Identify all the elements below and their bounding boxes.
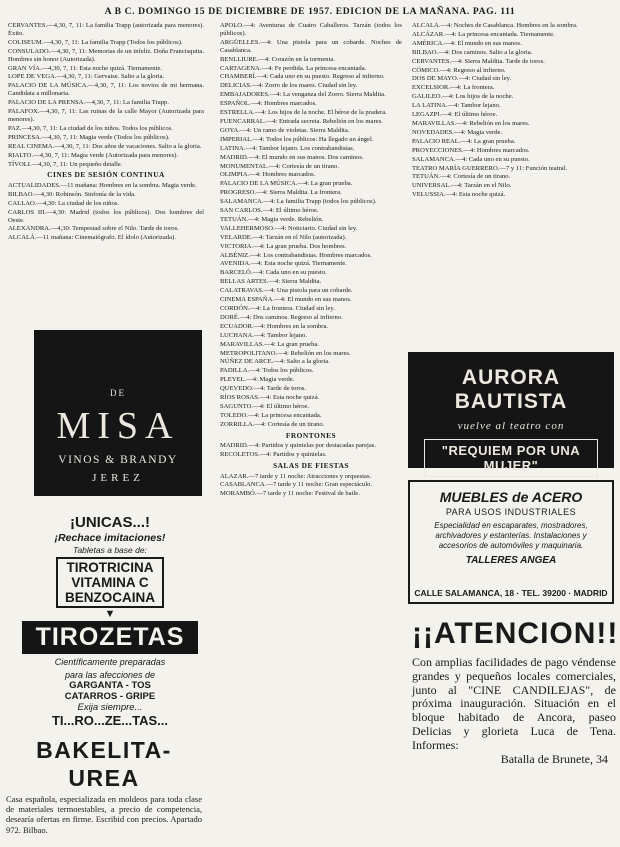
listing-entry: PALAFOX.—4,30, 7, 11: Las ruinas de la calle Mayor (Autorizada para menores). xyxy=(8,108,204,123)
listing-entry: DOS DE MAYO.—4: Ciudad sin ley. xyxy=(412,75,512,83)
muebles-name: MUEBLES de ACERO xyxy=(439,489,583,505)
listing-entry: MONUMENTAL.—4: Cortesía de un tirano. xyxy=(220,162,339,170)
tirozetas-unicas: ¡UNICAS...! xyxy=(70,514,150,531)
listing-entry: ESTRELLA.—4: Los hijos de la noche. El héroe de la pradera. xyxy=(220,109,387,117)
listing-entry: FUENCARRAL.—4: Entrada secreta. Rebelión en los mares. xyxy=(220,117,383,125)
listing-entry: OLIMPIA.—4: Hombres marcados. xyxy=(220,171,316,179)
tirozetas-desc-1: Científicamente preparadas xyxy=(54,657,166,667)
tirozetas-desc-2: para las afecciones de xyxy=(64,670,156,680)
aurora-play-title: "REQUIEM POR UNA MUJER" xyxy=(424,439,598,477)
listing-entry: ALCALÁ.—11 mañana: Cinematógrafo. El ídolo (Autorizada). xyxy=(8,234,176,242)
listing-entry: TEATRO MARÍA GUERRERO.—7 y 11: Función teatral. xyxy=(412,164,568,172)
listing-entry: MADRID.—4: El mundo en sus manos. Dos caminos. xyxy=(220,153,364,161)
listing-entry: PROGRESO.—4: Sierra Maldita. La frontera. xyxy=(220,189,342,197)
listing-entry: VALLEHERMOSO.—4: Noticiario. Ciudad sin ley. xyxy=(220,224,358,232)
listing-entry: TETUÁN.—4: Magia verde. Rebelión. xyxy=(220,215,324,223)
listing-entry: TETUÁN.—4: Cortesía de un tirano. xyxy=(412,173,511,181)
listing-entry: ALCALÁ.—4: Noches de Casablanca. Hombres en la sombra. xyxy=(412,22,578,29)
listing-entry: PALACIO DE LA MÚSICA.—4: La gran prueba. xyxy=(220,180,353,188)
listing-entry: GALILEO.—4: Los hijos de la noche. xyxy=(412,93,514,101)
misa-subtitle: VINOS & BRANDY xyxy=(58,454,178,466)
listing-entry: VICTORIA.—4: La gran prueba. Dos hombres. xyxy=(220,242,347,250)
ingredient-2: VITAMINA C xyxy=(71,575,149,590)
listings-column-2 xyxy=(220,22,402,842)
listing-entry: GRAN VÍA.—4,30, 7, 11: Esta noche quizá. Tiernamente. xyxy=(8,64,163,72)
listing-entry: CONSULADO.—4,30, 7, 11: Memorias de un infeliz. Doña Francisquita. Hombres sin honor (Autorizada). xyxy=(8,47,204,63)
muebles-address: CALLE SALAMANCA, 18 · TEL. 39200 · MADRID xyxy=(414,588,608,598)
listing-entry: CHAMBERÍ.—4: Cada uno en su puesto. Regreso al infierno. xyxy=(220,73,385,81)
listing-entry: DORÉ.—4: Dos caminos. Regreso al infierno. xyxy=(220,313,343,321)
listing-entry: ACTUALIDADES.—11 mañana: Hombres en la sombra. Magia verde. xyxy=(8,181,197,189)
listing-entry: BILBAO.—4: Dos caminos. Salto a la gloria. xyxy=(412,48,533,56)
listing-entry: LOPE DE VEGA.—4,30, 7, 11: Gervaise. Salto a la gloria. xyxy=(8,73,165,81)
listings-column-1 xyxy=(8,22,204,322)
atencion-address: Batalla de Brunete, 34 xyxy=(500,751,608,766)
listing-entry: QUEVEDO.—4: Tarde de toros. xyxy=(220,385,307,393)
listing-entry: AVENIDA.—4: Esta noche quizá. Tiernamente. xyxy=(220,260,347,268)
listing-entry: CALATRAVAS.—4: Una pistola para un cobarde. xyxy=(220,287,353,295)
section-heading: CINES DE SESIÓN CONTINUA xyxy=(47,170,165,180)
muebles-description: Especialidad en escaparates, mostradores, archivadores y estanterías. Instalaciones y accesorios de automóviles y maquinaria. xyxy=(434,521,588,550)
atencion-body: Con amplias facilidades de pago véndense grandes y pequeños locales comerciales, junto al "CINE CANDILEJAS", de próxima inauguración. Situación en el bloque habitado de Ancora, paseo Delicias y glorieta Luca de Tena. Informes: xyxy=(412,655,616,752)
listing-entry: RÍOS ROSAS.—4: Esta noche quizá. xyxy=(220,394,320,402)
listing-entry: AMÉRICA.—4: El mundo en sus manos. xyxy=(412,39,522,47)
misa-brand: MISA xyxy=(56,405,180,447)
page-header: A B C. DOMINGO 15 DE DICIEMBRE DE 1957. EDICION DE LA MAÑANA. PAG. 111 xyxy=(104,6,516,17)
listing-entry: LA LATINA.—4: Tambor lejano. xyxy=(412,102,501,110)
listing-entry: BARCELÓ.—4: Cada uno en su puesto. xyxy=(220,269,327,277)
listing-entry: APOLO.—4: Aventuras de Cuatro Caballeros. Tarzán (todos los públicos). xyxy=(220,22,402,37)
bakelita-ad xyxy=(6,736,202,844)
listing-entry: PALACIO DE LA PRENSA.—4,30, 7, 11: La familia Trapp. xyxy=(8,99,169,107)
listing-entry: PLEYEL.—4: Magia verde. xyxy=(220,376,295,384)
listing-entry: ALBÉNIZ.—4: Los contrabandistas. Hombres marcados. xyxy=(220,251,372,259)
misa-city: JEREZ xyxy=(92,472,144,484)
misa-de: DE xyxy=(110,388,126,398)
listing-entry: PALACIO REAL.—4: La gran prueba. xyxy=(412,137,516,145)
listing-entry: COLISEUM.—4,30, 7, 11: La familia Trapp (Todos los públicos). xyxy=(8,38,183,46)
listing-entry: IMPERIAL.—4: Todos los públicos: Ha llegado un ángel. xyxy=(220,135,374,143)
tirozetas-ailments-1: GARGANTA - TOS xyxy=(69,680,151,691)
tirozetas-slogan: TI...RO...ZE...TAS... xyxy=(51,713,169,728)
listing-entry: SAN CARLOS.—4: El último héroe. xyxy=(220,207,319,215)
listing-entry: BILBAO.—4,30: Robinsón. Sinfonía de la vida. xyxy=(8,190,136,198)
tirozetas-tabletas: Tabletas a base de: xyxy=(73,545,147,555)
listing-entry: CASABLANCA.—7 tarde y 11 noche: Gran espectáculo. xyxy=(220,481,373,489)
listing-entry: MARAVILLAS.—4: Rebelión en los mares. xyxy=(412,119,530,127)
listing-entry: PRINCESA.—4,30, 7, 11: Magia verde (Todos los públicos). xyxy=(8,133,170,141)
listing-entry: CARTAGENA.—4: Fe perdida. La princesa encantada. xyxy=(220,64,367,72)
listing-entry: ALAZAR.—7 tarde y 11 noche: Atracciones y orquestas. xyxy=(220,472,372,480)
aurora-bautista-ad xyxy=(408,352,614,473)
listing-entry: CORDÓN.—4: La frontera. Ciudad sin ley. xyxy=(220,305,335,312)
listing-entry: PADILLA.—4: Todos los públicos. xyxy=(220,367,314,375)
listing-entry: LATINA.—4: Tambor lejano. Los contrabandistas. xyxy=(220,144,355,152)
listing-entry: ZORRILLA.—4: Cortesía de un tirano. xyxy=(220,420,325,428)
tirozetas-brand: TIROZETAS xyxy=(22,621,198,654)
listing-entry: NÚÑEZ DE ARCE.—4: Salto a la gloria. xyxy=(220,358,330,366)
listing-entry: GOYA.—4: Un ramo de violetas. Sierra Maldita. xyxy=(220,126,350,134)
listing-entry: VELUSSIA.—4: Esta noche quizá. xyxy=(412,191,506,199)
listing-entry: NOVEDADES.—4: Magia verde. xyxy=(412,128,503,136)
tirozetas-ailments-2: CATARROS - GRIPE xyxy=(64,691,156,702)
listing-entry: SALAMANCA.—4: Cada uno en su puesto. xyxy=(412,155,530,163)
listing-entry: ALEXANDRA.—4,30: Tempestad sobre el Nilo. Tarde de toros. xyxy=(8,225,179,233)
listing-entry: CINEMA ESPAÑA.—4: El mundo en sus manos. xyxy=(220,296,352,304)
tirozetas-ad xyxy=(18,514,202,726)
listing-entry: CERVANTES.—4: Sierra Maldita. Tarde de toros. xyxy=(412,57,545,65)
listing-entry: METROPOLITANO.—4: Rebelión en los mares. xyxy=(220,349,351,357)
tirozetas-exija: Exija siempre... xyxy=(77,702,143,713)
aurora-subtitle: vuelve al teatro con xyxy=(457,420,565,432)
listing-entry: VELARDE.—4: Tarzán en el Nilo (autorizada). xyxy=(220,233,347,241)
listing-entry: BENLLIURE.—4: Corazón en la tormenta. xyxy=(220,55,335,63)
listing-entry: MARAVILLAS.—4: La gran prueba. xyxy=(220,340,319,348)
listing-entry: SALAMANCA.—4: La familia Trapp (todos los públicos). xyxy=(220,198,377,206)
tirozetas-rechace: ¡Rechace imitaciones! xyxy=(54,532,166,544)
atencion-title: ¡¡ATENCION!! xyxy=(412,617,619,650)
muebles-acero-ad xyxy=(408,480,614,604)
listing-entry: TÍVOLI.—4,30, 7, 11: Un pequeño detalle. xyxy=(8,160,123,168)
listing-entry: PAZ.—4,30, 7, 11: La ciudad de los niños. Todos los públicos. xyxy=(8,124,173,132)
listing-entry: ALCÁZAR.—4: La princesa encantada. Tiernamente. xyxy=(412,30,555,38)
listing-entry: PROYECCIONES.—4: Hombres marcados. xyxy=(412,146,530,154)
ingredient-1: TIROTRICINA xyxy=(66,560,154,575)
listing-entry: CERVANTES.—4,30, 7, 11: La familia Trapp (autorizada para menores). Éxito. xyxy=(8,22,204,37)
listing-entry: LUCHANA.—4: Tambor lejano. xyxy=(220,331,307,339)
listing-entry: EXCELSIOR.—4: La frontera. xyxy=(412,84,495,92)
listing-entry: TOLEDO.—4: La princesa encantada. xyxy=(220,411,322,419)
listing-entry: ECUADOR.—4: Hombres en la sombra. xyxy=(220,322,329,330)
listing-entry: EMBAJADORES.—4: La venganza del Zorro. Sierra Maldita. xyxy=(220,91,386,99)
listing-entry: PALACIO DE LA MÚSICA.—4,30, 7, 11: Los novios de mi hermana. Candidata a millonaria. xyxy=(8,82,204,98)
bakelita-body: Casa española, especializada en moldeos para toda clase de materiales termoestables, a precio de competencia, desearía ofertas en firme. Escribid con precios. Apartado 972. Bilbao. xyxy=(6,794,202,835)
listing-entry: ARGÜELLES.—4: Una pistola para un cobarde. Noches de Casablanca. xyxy=(220,38,402,54)
listing-entry: DELICIAS.—4: Zorro de los mares. Ciudad sin ley. xyxy=(220,82,358,90)
listings-column-3 xyxy=(412,22,616,360)
listing-entry: LEGAZPI.—4: El último héroe. xyxy=(412,111,498,119)
listing-entry: CALLAO.—4,30: La ciudad de los niños. xyxy=(8,199,119,207)
listing-entry: REAL CINEMA.—4,30, 7, 11: Dos años de vacaciones. Salto a la gloria. xyxy=(8,142,202,150)
misa-ad xyxy=(34,330,202,496)
section-heading: FRONTONES xyxy=(285,430,337,440)
bakelita-brand: BAKELITA-UREA xyxy=(36,737,172,791)
section-heading: SALAS DE FIESTAS xyxy=(272,461,350,470)
listing-entry: CARLOS III.—4,30: Madrid (todos los públicos). Dos hombres del Oeste. xyxy=(8,208,204,224)
muebles-maker: TALLERES ANGEA xyxy=(465,555,557,566)
listing-entry: UNIVERSAL.—4: Tarzán en el Nilo. xyxy=(412,182,512,190)
ingredient-3: BENZOCAINA xyxy=(65,590,155,605)
listing-entry: CÓMICO.—4: Regreso al infierno. xyxy=(412,66,506,74)
aurora-name: AURORA BAUTISTA xyxy=(454,366,568,413)
listing-entry: SAGUNTO.—4: El último héroe. xyxy=(220,402,310,410)
listing-entry: MORAMBÓ.—7 tarde y 11 noche: Festival de baile. xyxy=(220,490,360,498)
tirozetas-ingredients xyxy=(56,557,164,608)
listing-entry: BELLAS ARTES.—4: Sierra Maldita. xyxy=(220,278,322,286)
listing-entry: ESPAÑOL.—4: Hombres marcados. xyxy=(220,100,317,108)
listing-entry: RIALTO.—4,30, 7, 11: Magia verde (Autorizada para menores). xyxy=(8,151,179,159)
arrow-down-icon: ▼ xyxy=(104,608,116,620)
listing-entry: MADRID.—4: Partidos y quinielas por destacadas parejas. xyxy=(220,442,377,450)
atencion-ad xyxy=(412,616,619,838)
listing-entry: RECOLETOS.—4: Partidos y quinielas. xyxy=(220,451,327,459)
muebles-subtitle: PARA USOS INDUSTRIALES xyxy=(445,507,577,517)
